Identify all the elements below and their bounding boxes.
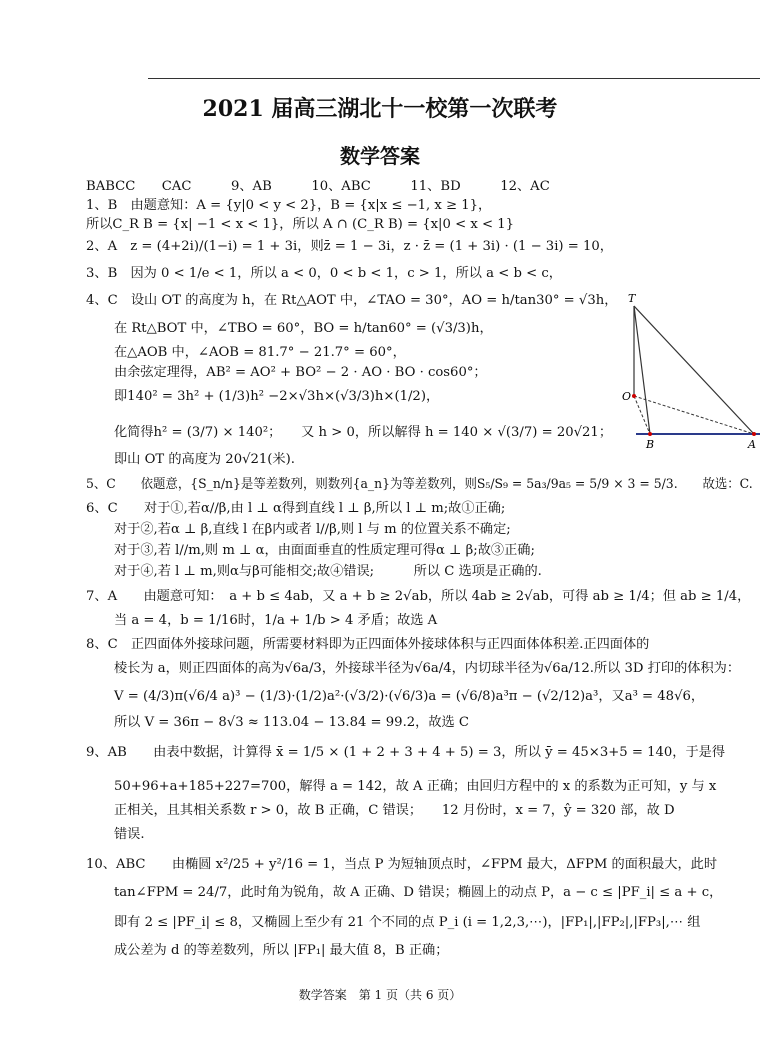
page-title: 2021 届高三湖北十一校第一次联考 <box>202 96 558 122</box>
answer-line: 2、A z = (4+2i)/(1−i) = 1 + 3i，则z̄ = 1 − 3i，z · z̄ = (1 + 3i) · (1 − 3i) = 10， <box>86 239 613 254</box>
label-T: T <box>628 292 636 305</box>
answer-line: 对于③,若 l//m,则 m ⊥ α，由面面垂直的性质定理可得α ⊥ β;故③正确; <box>114 543 535 558</box>
label-B: B <box>646 438 655 451</box>
answer-line: tan∠FPM = 24/7，此时角为锐角，故 A 正确、D 错误；椭圆上的动点 P，a − c ≤ |PF_i| ≤ a + c， <box>114 885 723 900</box>
answer-line: 4、C 设山 OT 的高度为 h，在 Rt△AOT 中，∠TAO = 30°，AO = h/tan30° = √3h， <box>86 293 618 308</box>
answer-line: 在△AOB 中，∠AOB = 81.7° − 21.7° = 60°， <box>114 345 406 360</box>
answer-line: 棱长为 a，则正四面体的高为√6a/3，外接球半径为√6a/4，内切球半径为√6a/12.所以 3D 打印的体积为： <box>114 661 741 676</box>
point-B <box>648 432 652 436</box>
answer-line: 化简得h² = (3/7) × 140²； 又 h > 0，所以解得 h = 140 × √(3/7) = 20√21； <box>114 425 613 440</box>
answer-line: 错误. <box>114 827 145 842</box>
answer-line: 即140² = 3h² + (1/3)h² −2×√3h×(√3/3)h×(1/2)， <box>114 389 440 404</box>
answer-line: 7、A 由题意可知： a + b ≤ 4ab，又 a + b ≥ 2√ab，所以 4ab ≥ 2√ab，可得 ab ≥ 1/4；但 ab ≥ 1/4， <box>86 589 751 604</box>
point-O <box>632 394 636 398</box>
answer-line: V = (4/3)π(√6/4 a)³ − (1/3)·(1/2)a²·(√3/2)·(√6/3)a = (√6/8)a³π − (√2/12)a³，又a³ = 48√6， <box>114 689 705 704</box>
answer-line: BABCC CAC 9、AB 10、ABC 11、BD 12、AC <box>86 179 550 194</box>
answer-line: 即山 OT 的高度为 20√21(米). <box>114 452 295 467</box>
answer-line: 成公差为 d 的等差数列，所以 |FP₁| 最大值 8，B 正确； <box>114 943 449 958</box>
answer-line: 对于④,若 l ⊥ m,则α与β可能相交;故④错误; 所以 C 选项是正确的. <box>114 564 542 579</box>
answer-line: 正相关，且其相关系数 r > 0，故 B 正确，C 错误； 12 月份时，x = 7，ŷ = 320 部，故 D <box>114 803 675 818</box>
geometry-figure <box>620 288 760 453</box>
answer-line: 3、B 因为 0 < 1/e < 1，所以 a < 0，0 < b < 1，c > 1，所以 a < b < c， <box>86 266 562 281</box>
point-A <box>752 432 756 436</box>
answer-line: 所以 V = 36π − 8√3 ≈ 113.04 − 13.84 = 99.2，故选 C <box>114 715 469 730</box>
answer-line: 对于②,若α ⊥ β,直线 l 在β内或者 l//β,则 l 与 m 的位置关系不确定; <box>114 522 511 537</box>
answer-line: 5、C 依题意，{S_n/n}是等差数列，则数列{a_n}为等差数列，则S₅/S₉ = 5a₃/9a₅ = 5/9 × 3 = 5/3. 故选：C. <box>86 477 753 492</box>
answer-line: 10、ABC 由椭圆 x²/25 + y²/16 = 1，当点 P 为短轴顶点时，∠FPM 最大，ΔFPM 的面积最大，此时 <box>86 857 718 872</box>
header-rule <box>148 78 760 79</box>
answer-line: 8、C 正四面体外接球问题，所需要材料即为正四面体外接球体积与正四面体体积差.正四面体的 <box>86 637 650 652</box>
page-footer: 数学答案 第 1 页（共 6 页） <box>298 988 462 1002</box>
answer-line: 1、B 由题意知：A = {y|0 < y < 2}，B = {x|x ≤ −1, x ≥ 1}， <box>86 198 492 213</box>
answer-line: 9、AB 由表中数据，计算得 x̄ = 1/5 × (1 + 2 + 3 + 4 + 5) = 3，所以 ȳ = 45×3+5 = 140，于是得 <box>86 745 726 760</box>
answer-line: 所以C_R B = {x| −1 < x < 1}，所以 A ∩ (C_R B) = {x|0 < x < 1} <box>86 217 514 232</box>
label-O: O <box>622 390 632 403</box>
answer-line: 即有 2 ≤ |PF_i| ≤ 8，又椭圆上至少有 21 个不同的点 P_i (i = 1,2,3,⋯)，|FP₁|,|FP₂|,|FP₃|,⋯ 组 <box>114 915 701 930</box>
answer-line: 当 a = 4，b = 1/16时，1/a + 1/b > 4 矛盾；故选 A <box>114 613 438 628</box>
label-A: A <box>748 438 756 451</box>
page-subtitle: 数学答案 <box>340 144 420 168</box>
answer-line: 在 Rt△BOT 中，∠TBO = 60°，BO = h/tan60° = (√3/3)h， <box>114 321 493 336</box>
answer-line: 由余弦定理得，AB² = AO² + BO² − 2 · AO · BO · cos60°； <box>114 365 487 380</box>
answer-line: 6、C 对于①,若α//β,由 l ⊥ α得到直线 l ⊥ β,所以 l ⊥ m;故①正确; <box>86 501 506 516</box>
answer-line: 50+96+a+185+227=700，解得 a = 142，故 A 正确；由回归方程中的 x 的系数为正可知，y 与 x <box>114 779 717 794</box>
